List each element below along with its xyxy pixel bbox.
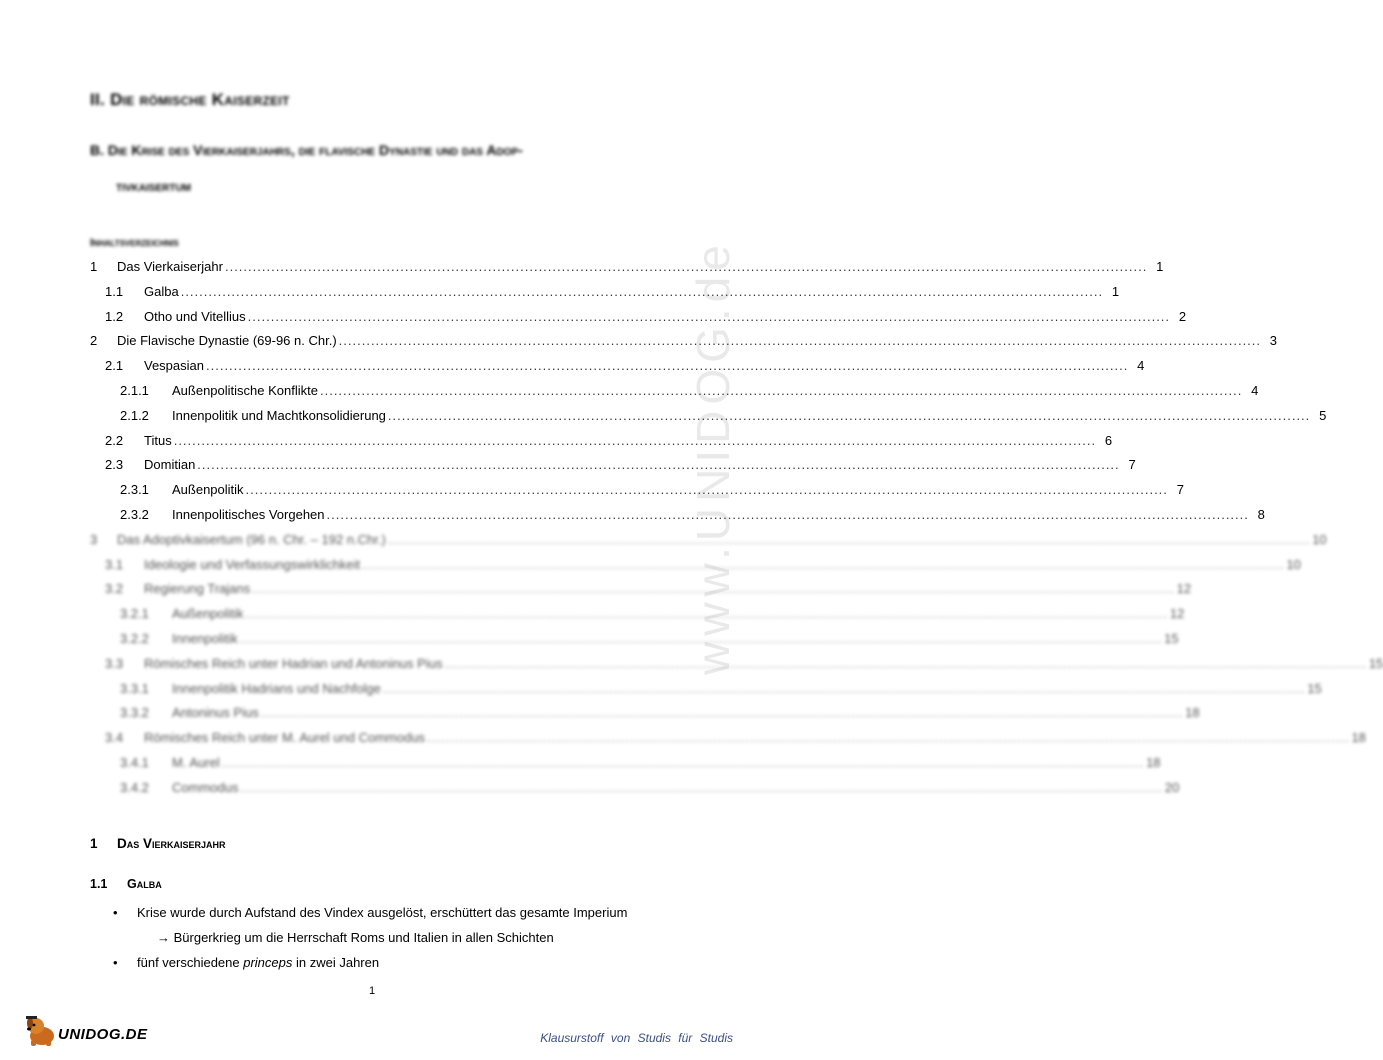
toc-dot-leader: ........................................................................................................................................................................................................ — [245, 482, 1168, 498]
toc-entry-leader — [172, 503, 1265, 528]
toc-entry-title: Antoninus Pius — [172, 701, 261, 726]
toc-entry-page: 4 — [1128, 354, 1144, 379]
toc-entry-number: 3.3.1 — [120, 680, 149, 696]
toc-entry-number: 3 — [90, 531, 98, 547]
toc-entry-leader — [172, 602, 1185, 627]
toc-entry-title: Innenpolitisches Vorgehen — [172, 503, 327, 528]
toc-dot-leader: ........................................................................................................................................................................................................ — [245, 606, 1168, 622]
toc-entry-leader — [144, 280, 1120, 305]
toc-entry[interactable] — [90, 602, 1185, 627]
watermark: www.UNIDOG.de — [687, 239, 739, 675]
toc-entry-page: 6 — [1096, 429, 1112, 454]
toc-entry[interactable] — [90, 652, 1383, 677]
toc-dot-leader: ........................................................................................................................................................................................................ — [362, 556, 1285, 572]
toc-entry-page: 8 — [1249, 503, 1265, 528]
toc-dot-leader: ........................................................................................................................................................................................................ — [224, 259, 1148, 274]
toc-entry-page: 10 — [1284, 553, 1300, 578]
toc-entry-page: 12 — [1175, 577, 1191, 602]
toc-entry[interactable] — [90, 627, 1179, 652]
toc-entry-leader — [144, 453, 1136, 478]
toc-entry-title: Römisches Reich unter M. Aurel und Commodus — [144, 726, 427, 751]
toc-entry-page: 12 — [1168, 602, 1184, 627]
toc-entry-number: 2.1 — [105, 358, 124, 374]
toc-entry-number: 3.2.1 — [120, 606, 149, 622]
toc-entry-page: 20 — [1163, 776, 1179, 801]
toc-entry-page: 15 — [1367, 652, 1383, 677]
toc-entry-page: 15 — [1162, 627, 1178, 652]
toc-dot-leader: ........................................................................................................................................................................................................ — [180, 283, 1104, 299]
toc-entry-leader — [172, 379, 1259, 404]
toc-entry-page: 5 — [1310, 404, 1326, 429]
toc-entry[interactable] — [90, 280, 1120, 305]
toc-entry-page: 2 — [1170, 305, 1186, 330]
heading-1 — [90, 836, 226, 851]
toc-entry-number: 2.1.1 — [120, 382, 149, 398]
toc-entry[interactable] — [90, 354, 1145, 379]
toc-entry-page: 18 — [1144, 751, 1160, 776]
toc-dot-leader: ........................................................................................................................................................................................................ — [240, 779, 1163, 795]
footer-slogan: Klausurstoff von Studis für Studis — [540, 1031, 733, 1045]
heading-1-1-number: 1.1 — [90, 877, 108, 891]
toc-entry-number: 2 — [90, 333, 98, 349]
toc-entry-number: 3.4.2 — [120, 779, 149, 795]
toc-entry-number: 1 — [90, 259, 98, 274]
toc-entry-leader — [144, 429, 1113, 454]
list-item-continuation: → Bürgerkrieg um die Herrschaft Roms und Italien in allen Schichten — [157, 930, 554, 945]
toc-entry-title: Otho und Vitellius — [144, 305, 248, 330]
heading-1-title: Das Vierkaiserjahr — [117, 836, 226, 851]
toc-entry-title: Titus — [144, 429, 174, 454]
list-item — [113, 950, 673, 975]
toc-entry-title: Außenpolitik — [172, 602, 246, 627]
toc-entry[interactable] — [90, 528, 1327, 553]
toc-entry-number: 3.1 — [105, 556, 124, 572]
toc-dot-leader: ........................................................................................................................................................................................................ — [173, 432, 1097, 448]
toc-entry-title: Domitian — [144, 453, 197, 478]
toc-dot-leader: ........................................................................................................................................................................................................ — [387, 531, 1311, 547]
toc-entry-number: 3.3 — [105, 655, 124, 671]
toc-entry-title: Römisches Reich unter Hadrian und Antoninus Pius — [144, 652, 444, 677]
logo-text: UNIDOG.DE — [58, 1026, 148, 1043]
toc-entry-title: Innenpolitik Hadrians und Nachfolge — [172, 677, 383, 702]
toc-entry-leader — [144, 354, 1145, 379]
heading-1-number: 1 — [90, 836, 98, 851]
section-heading — [90, 132, 665, 204]
toc-entry-leader — [172, 627, 1179, 652]
section-heading-line1: B. Die Krise des Vierkaiserjahrs, die flavische Dynastie und das Adop- — [90, 142, 523, 158]
toc-dot-leader: ........................................................................................................................................................................................................ — [382, 680, 1306, 696]
toc-dot-leader: ........................................................................................................................................................................................................ — [387, 407, 1311, 423]
list-item — [113, 900, 673, 950]
bullet-marker: • — [113, 905, 118, 920]
toc-entry-number: 3.2.2 — [120, 630, 149, 646]
toc-entry[interactable] — [90, 453, 1136, 478]
toc-entry-leader — [117, 528, 1327, 553]
list-item-text — [137, 950, 673, 975]
list-item-text-pre: fünf verschiedene — [137, 955, 244, 970]
toc-entry-number: 3.2 — [105, 581, 124, 597]
list-item-text-post: in zwei Jahren — [292, 955, 380, 970]
toc-entry[interactable] — [90, 577, 1192, 602]
toc-entry[interactable] — [90, 478, 1184, 503]
toc-entry-leader — [144, 652, 1383, 677]
toc-entry-title: Das Adoptivkaisertum (96 n. Chr. – 192 n.Chr.) — [117, 528, 388, 553]
toc-entry-leader — [144, 726, 1366, 751]
bullet-marker: • — [113, 955, 118, 970]
toc-dot-leader: ........................................................................................................................................................................................................ — [197, 457, 1120, 473]
toc-entry-number: 3.4 — [105, 730, 124, 746]
toc-entry-title: M. Aurel — [172, 751, 222, 776]
toc-entry-page: 7 — [1120, 453, 1136, 478]
bullet-list — [113, 900, 673, 975]
toc-entry-number: 2.3.2 — [120, 506, 149, 522]
toc-entry[interactable] — [90, 379, 1259, 404]
unidog-logo[interactable] — [22, 1014, 152, 1048]
toc-entry-leader — [172, 478, 1184, 503]
toc-entry[interactable] — [90, 553, 1301, 578]
toc-dot-leader: ........................................................................................................................................................................................................ — [252, 581, 1175, 597]
chapter-heading: II. Die römische Kaiserzeit — [90, 90, 290, 109]
toc-entry-title: Regierung Trajans — [144, 577, 252, 602]
heading-1-1 — [90, 877, 162, 891]
toc-entry-leader — [172, 677, 1322, 702]
toc-entry-page: 1 — [1103, 280, 1119, 305]
toc-entry-number: 2.2 — [105, 432, 124, 448]
toc-entry-page: 15 — [1305, 677, 1321, 702]
toc-entry-number: 2.1.2 — [120, 407, 149, 423]
toc-entry[interactable] — [90, 751, 1161, 776]
toc-entry[interactable] — [90, 305, 1187, 330]
list-item-text: Krise wurde durch Aufstand des Vindex ausgelöst, erschüttert das gesamte Imperium — [137, 905, 628, 920]
toc-dot-leader: ........................................................................................................................................................................................................ — [239, 630, 1163, 646]
toc-entry-page: 4 — [1242, 379, 1258, 404]
toc-entry-leader — [144, 553, 1301, 578]
toc-entry-title: Außenpolitische Konflikte — [172, 379, 320, 404]
toc-dot-leader: ........................................................................................................................................................................................................ — [260, 705, 1184, 721]
toc-entry-title: Das Vierkaiserjahr — [117, 255, 225, 280]
toc-entry-leader — [172, 751, 1161, 776]
dog-mascot-icon — [22, 1014, 60, 1048]
page-number: 1 — [369, 985, 376, 997]
toc-entry-leader — [117, 329, 1278, 354]
toc-entry-number: 1.2 — [105, 308, 124, 324]
toc-entry-page: 18 — [1183, 701, 1199, 726]
toc-entry[interactable] — [90, 503, 1265, 528]
toc-dot-leader: ........................................................................................................................................................................................................ — [427, 730, 1350, 746]
section-heading-line2: tivkaisertum — [116, 178, 191, 194]
toc-entry-page: 3 — [1261, 329, 1277, 354]
toc-dot-leader: ........................................................................................................................................................................................................ — [326, 506, 1249, 522]
toc-entry[interactable] — [90, 726, 1366, 751]
toc-entry[interactable] — [90, 329, 1278, 354]
toc-entry[interactable] — [90, 677, 1322, 702]
toc-entry-leader — [172, 404, 1327, 429]
toc-dot-leader: ........................................................................................................................................................................................................ — [444, 655, 1367, 671]
toc-entry-page: 18 — [1349, 726, 1365, 751]
toc-entry-leader — [117, 255, 1164, 280]
toc-entry-title: Innenpolitik und Machtkonsolidierung — [172, 404, 388, 429]
toc-entry-number: 3.4.1 — [120, 754, 149, 770]
toc-entry-leader — [144, 305, 1187, 330]
toc-entry-title: Ideologie und Verfassungswirklichkeit — [144, 553, 362, 578]
toc-dot-leader: ........................................................................................................................................................................................................ — [247, 308, 1171, 324]
toc-entry-title: Commodus — [172, 776, 240, 801]
toc-entry-number: 3.3.2 — [120, 705, 149, 721]
toc-entry-leader — [172, 701, 1200, 726]
toc-entry-page: 10 — [1310, 528, 1326, 553]
toc-entry[interactable] — [90, 255, 1164, 280]
toc-entry-title: Außenpolitik — [172, 478, 246, 503]
list-item-emphasis: princeps — [243, 955, 293, 970]
toc-entry[interactable] — [90, 429, 1113, 454]
toc-dot-leader: ........................................................................................................................................................................................................ — [319, 382, 1243, 398]
toc-entry-title: Die Flavische Dynastie (69-96 n. Chr.) — [117, 329, 339, 354]
toc-entry-number: 2.3 — [105, 457, 124, 473]
toc-entry-title: Vespasian — [144, 354, 206, 379]
toc-title: Inhaltsverzeichnis — [90, 237, 179, 249]
toc-entry[interactable] — [90, 776, 1180, 801]
heading-1-1-title: Galba — [127, 877, 162, 891]
toc-dot-leader: ........................................................................................................................................................................................................ — [206, 358, 1129, 374]
toc-dot-leader: ........................................................................................................................................................................................................ — [338, 333, 1262, 349]
toc-entry-page: 1 — [1147, 255, 1163, 280]
toc-dot-leader: ........................................................................................................................................................................................................ — [221, 754, 1145, 770]
toc-entry-number: 2.3.1 — [120, 482, 149, 498]
toc-entry-number: 1.1 — [105, 283, 124, 299]
toc-entry-leader — [144, 577, 1192, 602]
toc-entry[interactable] — [90, 404, 1327, 429]
toc-entry-title: Galba — [144, 280, 181, 305]
toc-entry-page: 7 — [1168, 478, 1184, 503]
toc-entry-title: Innenpolitik — [172, 627, 240, 652]
toc-entry-leader — [172, 776, 1180, 801]
toc-entry[interactable] — [90, 701, 1200, 726]
